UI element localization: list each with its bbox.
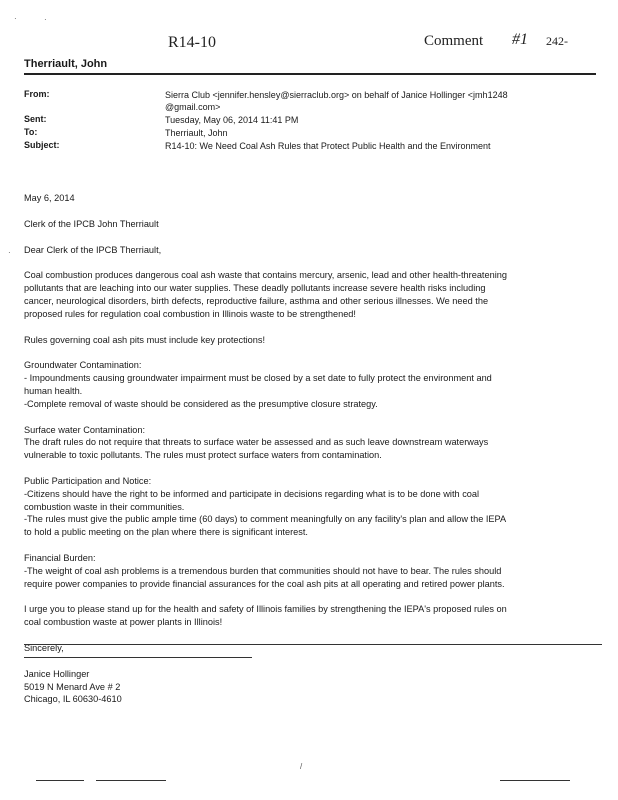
letter-date: May 6, 2014 <box>24 193 75 203</box>
protections-line: Rules governing coal ash pits must include key protections! <box>24 334 266 345</box>
sent-label: Sent: <box>24 114 47 124</box>
from-value-line2: @gmail.com> <box>165 102 221 112</box>
public-line: -The rules must give the public ample time (60 days) to comment meaningfully on any facility's plan and allow the IEPA <box>24 514 507 525</box>
comment-number: #1 <box>512 31 528 48</box>
docket-number: R14-10 <box>168 34 216 51</box>
scan-mark <box>96 780 166 781</box>
scan-speck: · <box>44 15 47 24</box>
closing-line: coal combustion waste at power plants in Illinois! <box>24 617 223 628</box>
groundwater-heading: Groundwater Contamination: <box>24 360 142 371</box>
groundwater-line: -Complete removal of waste should be considered as the presumptive closure strategy. <box>24 398 378 409</box>
intro-line: pollutants that are leaching into our water supplies. These deadly pollutants increase severe health risks including <box>24 283 486 294</box>
groundwater-line: - Impoundments causing groundwater impairment must be closed by a set date to fully protect the environment and <box>24 373 492 384</box>
to-value: Therriault, John <box>165 128 228 138</box>
sender-address-line1: 5019 N Menard Ave # 2 <box>24 681 121 692</box>
intro-line: cancer, neurological disorders, birth defects, reproductive failure, asthma and other serious illnesses. We need the <box>24 295 489 306</box>
comment-label: Comment <box>424 33 484 49</box>
letter-addressee: Clerk of the IPCB John Therriault <box>24 218 159 229</box>
handwritten-underline <box>24 644 602 645</box>
header-rule <box>24 73 596 75</box>
scan-speck: · <box>14 14 17 23</box>
letter-body <box>24 192 590 706</box>
public-heading: Public Participation and Notice: <box>24 475 152 486</box>
intro-line: Coal combustion produces dangerous coal ash waste that contains mercury, arsenic, lead and other health-threatening <box>24 270 507 281</box>
subject-label: Subject: <box>24 140 60 150</box>
public-line: to hold a public meeting on the plan where there is significant interest. <box>24 527 308 538</box>
intro-line: proposed rules for regulation coal combustion in Illinois waste to be strengthened! <box>24 308 356 319</box>
signoff: Sincerely, <box>24 642 64 653</box>
financial-heading: Financial Burden: <box>24 552 96 563</box>
surface-line: vulnerable to toxic pollutants. The rules must protect surface waters from contamination. <box>24 450 382 461</box>
sender-address-line2: Chicago, IL 60630-4610 <box>24 694 122 705</box>
from-label: From: <box>24 89 50 99</box>
page-number: 242- <box>546 34 568 48</box>
financial-line: -The weight of coal ash problems is a tremendous burden that communities should not have to bear. The rules should <box>24 565 502 576</box>
letter-salutation: Dear Clerk of the IPCB Therriault, <box>24 244 162 255</box>
scan-mark <box>36 780 84 781</box>
to-label: To: <box>24 127 38 137</box>
sender-name: Janice Hollinger <box>24 668 90 679</box>
scan-speck: · <box>8 248 11 257</box>
handwritten-underline <box>24 657 252 658</box>
subject-value: R14-10: We Need Coal Ash Rules that Protect Public Health and the Environment <box>165 141 491 151</box>
closing-line: I urge you to please stand up for the health and safety of Illinois families by strengthening the IEPA's proposed rules on <box>24 604 507 615</box>
public-line: -Citizens should have the right to be informed and participate in decisions regarding what is to be done with coal <box>24 488 480 499</box>
financial-line: require power companies to provide financial assurances for the coal ash pits at all operating and retired power plants. <box>24 578 505 589</box>
from-value-line1: Sierra Club <jennifer.hensley@sierraclub.org> on behalf of Janice Hollinger <jmh1248 <box>165 90 508 100</box>
surface-line: The draft rules do not require that threats to surface water be assessed and as such leave downstream waterways <box>24 437 489 448</box>
groundwater-line: human health. <box>24 385 83 396</box>
recipient-name: Therriault, John <box>24 58 108 70</box>
scan-mark <box>500 780 570 781</box>
surface-heading: Surface water Contamination: <box>24 424 146 435</box>
scan-speck: / <box>300 762 303 771</box>
sent-value: Tuesday, May 06, 2014 11:41 PM <box>165 115 299 125</box>
public-line: combustion waste in their communities. <box>24 501 185 512</box>
